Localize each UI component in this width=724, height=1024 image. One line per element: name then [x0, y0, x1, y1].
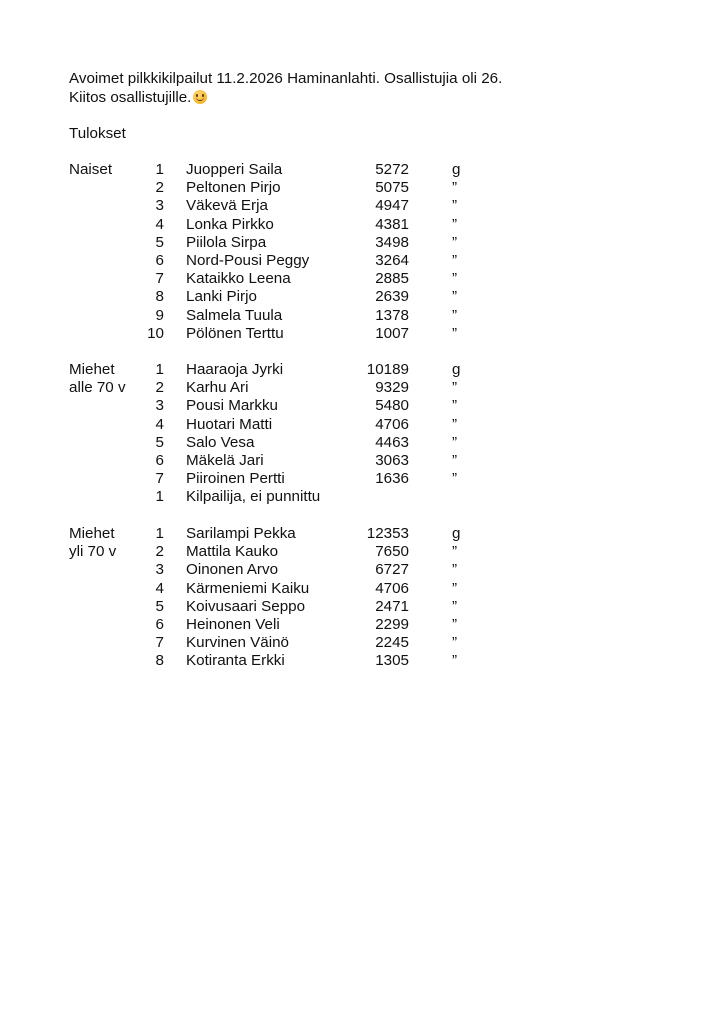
weight-unit: ” — [452, 179, 458, 197]
catch-weight: 3498 — [375, 233, 409, 251]
catch-weight: 2245 — [375, 634, 409, 652]
catch-weight: 1636 — [375, 470, 409, 488]
category-label: Miehet — [69, 525, 115, 542]
catch-weight: 2885 — [375, 270, 409, 288]
result-row — [0, 252, 724, 270]
rank: 4 — [155, 415, 164, 433]
weight-unit: ” — [452, 397, 458, 415]
weight-unit: ” — [452, 251, 458, 269]
rank: 3 — [155, 397, 164, 415]
result-row — [0, 616, 724, 634]
rank: 2 — [155, 543, 164, 561]
weight-unit: ” — [452, 433, 458, 451]
rank: 3 — [155, 197, 164, 215]
weight-unit: ” — [452, 233, 458, 251]
result-row — [0, 234, 724, 252]
rank: 5 — [155, 233, 164, 251]
rank: 10 — [147, 324, 164, 342]
competitor-name: Lonka Pirkko — [186, 215, 274, 233]
competitor-name: Peltonen Pirjo — [186, 179, 281, 197]
result-row — [0, 598, 724, 616]
category-label: alle 70 v — [69, 379, 126, 397]
rank: 1 — [155, 361, 164, 378]
competitor-name: Pousi Markku — [186, 397, 279, 415]
rank: 8 — [155, 652, 164, 670]
weight-unit: ” — [452, 597, 458, 615]
rank: 7 — [155, 470, 164, 488]
rank: 2 — [155, 379, 164, 397]
competitor-name: Koivusaari Seppo — [186, 597, 306, 615]
weight-unit: ” — [452, 470, 458, 488]
rank: 1 — [155, 161, 164, 178]
result-row — [0, 470, 724, 488]
weight-unit: ” — [452, 561, 458, 579]
catch-weight: 3063 — [375, 451, 409, 469]
weight-unit: ” — [452, 451, 458, 469]
catch-weight: 1007 — [375, 324, 409, 342]
competitor-name: Haaraoja Jyrki — [186, 361, 284, 378]
results-group-men-over-70 — [0, 525, 724, 671]
result-row — [0, 652, 724, 670]
weight-unit: ” — [452, 652, 458, 670]
weight-unit: ” — [452, 197, 458, 215]
rank: 6 — [155, 615, 164, 633]
result-row — [0, 361, 724, 379]
catch-weight: 4706 — [375, 579, 409, 597]
rank: 8 — [155, 288, 164, 306]
catch-weight: 2471 — [375, 597, 409, 615]
competitor-name: Mattila Kauko — [186, 543, 279, 561]
result-row — [0, 216, 724, 234]
competitor-name: Mäkelä Jari — [186, 451, 264, 469]
rank: 5 — [155, 433, 164, 451]
competitor-name: Juopperi Saila — [186, 161, 283, 178]
catch-weight: 4463 — [375, 433, 409, 451]
rank: 6 — [155, 251, 164, 269]
weight-unit: ” — [452, 415, 458, 433]
result-row — [0, 416, 724, 434]
competitor-name: Piiroinen Pertti — [186, 470, 285, 488]
catch-weight: 10189 — [366, 361, 409, 378]
competitor-name: Salmela Tuula — [186, 306, 283, 324]
result-row — [0, 288, 724, 306]
result-row — [0, 197, 724, 215]
competitor-name: Pölönen Terttu — [186, 324, 284, 342]
weight-unit: g — [452, 361, 461, 378]
intro-text — [69, 69, 502, 107]
competitor-name: Kotiranta Erkki — [186, 652, 285, 670]
results-heading: Tulokset — [69, 125, 126, 142]
catch-weight: 2639 — [375, 288, 409, 306]
result-row — [0, 379, 724, 397]
competitor-name: Salo Vesa — [186, 433, 255, 451]
result-row — [0, 179, 724, 197]
competitor-name: Kilpailija, ei punnittu — [186, 488, 321, 506]
catch-weight: 4706 — [375, 415, 409, 433]
rank: 1 — [155, 525, 164, 542]
competitor-name: Sarilampi Pekka — [186, 525, 296, 542]
weight-unit: ” — [452, 288, 458, 306]
weight-unit: ” — [452, 270, 458, 288]
catch-weight: 6727 — [375, 561, 409, 579]
catch-weight: 12353 — [366, 525, 409, 542]
category-label: yli 70 v — [69, 543, 117, 561]
catch-weight: 2299 — [375, 615, 409, 633]
category-label: Naiset — [69, 161, 113, 178]
competitor-name: Lanki Pirjo — [186, 288, 257, 306]
result-row — [0, 452, 724, 470]
weight-unit: ” — [452, 306, 458, 324]
result-row — [0, 634, 724, 652]
competitor-name: Kataikko Leena — [186, 270, 291, 288]
competitor-name: Huotari Matti — [186, 415, 273, 433]
catch-weight: 1378 — [375, 306, 409, 324]
weight-unit: ” — [452, 215, 458, 233]
rank: 7 — [155, 634, 164, 652]
rank: 2 — [155, 179, 164, 197]
intro-line-2-text: Kiitos osallistujille. — [69, 89, 192, 106]
result-row — [0, 397, 724, 415]
result-row — [0, 488, 724, 506]
rank: 6 — [155, 451, 164, 469]
rank: 5 — [155, 597, 164, 615]
result-row — [0, 161, 724, 179]
weight-unit: g — [452, 161, 461, 178]
competitor-name: Kärmeniemi Kaiku — [186, 579, 310, 597]
rank: 1 — [155, 488, 164, 506]
rank: 3 — [155, 561, 164, 579]
rank: 9 — [155, 306, 164, 324]
results-group-women — [0, 161, 724, 343]
weight-unit: ” — [452, 579, 458, 597]
smiling-face-icon — [193, 90, 207, 104]
weight-unit: g — [452, 525, 461, 542]
catch-weight: 9329 — [375, 379, 409, 397]
competitor-name: Nord-Pousi Peggy — [186, 251, 310, 269]
result-row — [0, 270, 724, 288]
result-row — [0, 434, 724, 452]
result-row — [0, 325, 724, 343]
rank: 4 — [155, 215, 164, 233]
intro-line-2 — [69, 88, 502, 107]
competitor-name: Kurvinen Väinö — [186, 634, 290, 652]
rank: 7 — [155, 270, 164, 288]
competitor-name: Väkevä Erja — [186, 197, 268, 215]
intro-line-1: Avoimet pilkkikilpailut 11.2.2026 Haminanlahti. Osallistujia oli 26. — [69, 70, 503, 87]
results-group-men-under-70 — [0, 361, 724, 507]
rank: 4 — [155, 579, 164, 597]
competitor-name: Piilola Sirpa — [186, 233, 267, 251]
competitor-name: Karhu Ari — [186, 379, 249, 397]
catch-weight: 4381 — [375, 215, 409, 233]
weight-unit: ” — [452, 543, 458, 561]
result-row — [0, 525, 724, 543]
weight-unit: ” — [452, 379, 458, 397]
catch-weight: 5480 — [375, 397, 409, 415]
catch-weight: 7650 — [375, 543, 409, 561]
result-row — [0, 561, 724, 579]
weight-unit: ” — [452, 615, 458, 633]
catch-weight: 5075 — [375, 179, 409, 197]
category-label: Miehet — [69, 361, 115, 378]
catch-weight: 4947 — [375, 197, 409, 215]
catch-weight: 5272 — [375, 161, 409, 178]
competitor-name: Heinonen Veli — [186, 615, 280, 633]
result-row — [0, 580, 724, 598]
weight-unit: ” — [452, 324, 458, 342]
catch-weight: 1305 — [375, 652, 409, 670]
result-row — [0, 307, 724, 325]
competitor-name: Oinonen Arvo — [186, 561, 279, 579]
result-row — [0, 543, 724, 561]
catch-weight: 3264 — [375, 251, 409, 269]
weight-unit: ” — [452, 634, 458, 652]
